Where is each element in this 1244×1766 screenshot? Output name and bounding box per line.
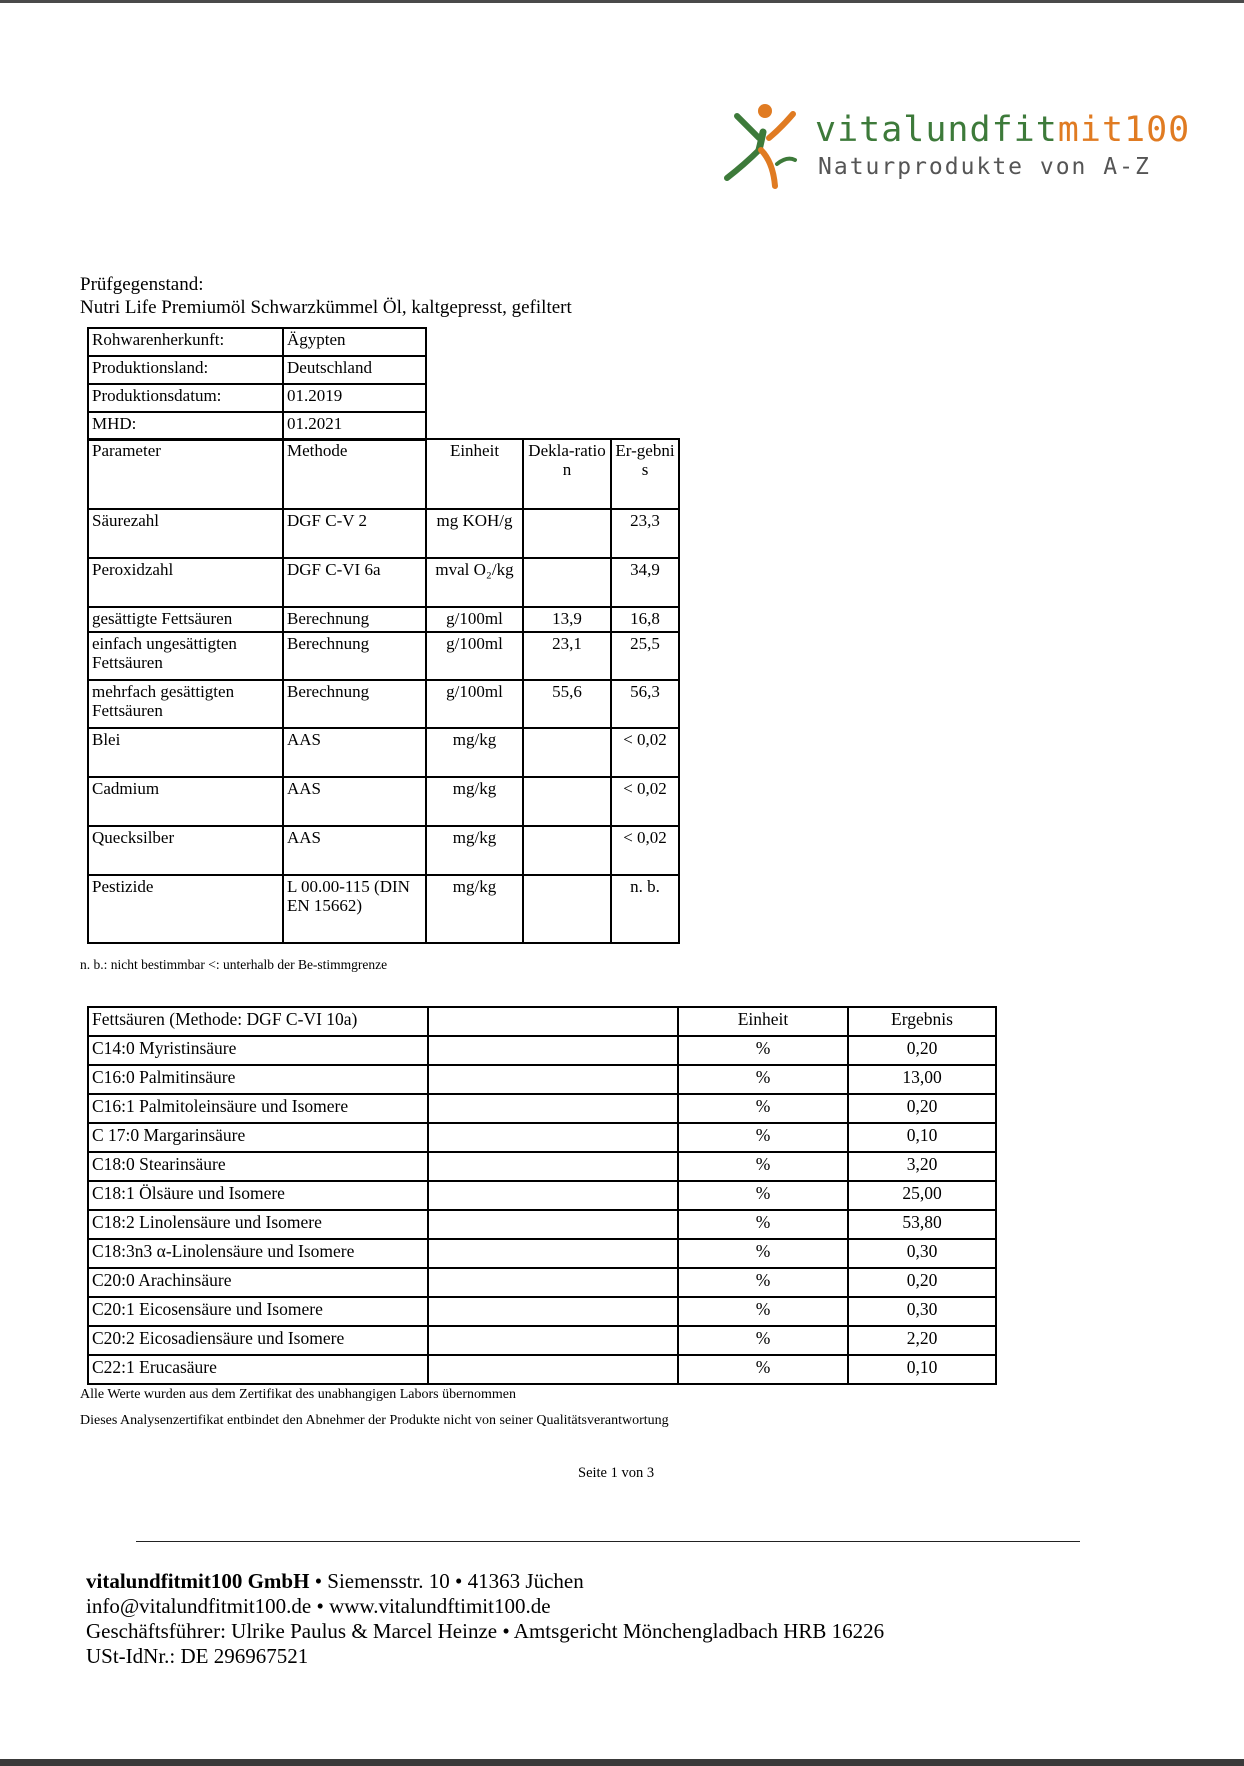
page-top-edge: [0, 0, 1244, 3]
fatty-ergebnis: 0,30: [848, 1297, 996, 1326]
product-info-table: [87, 327, 427, 441]
fatty-name: C16:1 Palmitoleinsäure und Isomere: [88, 1094, 428, 1123]
fatty-blank: [428, 1268, 678, 1297]
fatty-name: C22:1 Erucasäure: [88, 1355, 428, 1384]
param-deklaration: [523, 875, 611, 943]
info-value: 01.2021: [283, 412, 426, 440]
subject-value: Nutri Life Premiumöl Schwarzkümmel Öl, kaltgepresst, gefiltert: [80, 297, 572, 318]
params-row: [88, 728, 679, 777]
param-name: Cadmium: [88, 777, 283, 826]
param-deklaration: [523, 777, 611, 826]
fatty-row: [88, 1268, 996, 1297]
param-einheit: g/100ml: [426, 607, 523, 632]
fatty-blank: [428, 1065, 678, 1094]
fatty-row: [88, 1297, 996, 1326]
page-bottom-edge: [0, 1759, 1244, 1766]
logo-brand-part2: mit100: [1057, 110, 1191, 150]
params-row: [88, 509, 679, 558]
fatty-name: C16:0 Palmitinsäure: [88, 1065, 428, 1094]
fatty-einheit: %: [678, 1123, 848, 1152]
fatty-row: [88, 1065, 996, 1094]
fatty-einheit: %: [678, 1355, 848, 1384]
fatty-row: [88, 1094, 996, 1123]
company-logo: [715, 102, 1191, 192]
fatty-row: [88, 1239, 996, 1268]
param-deklaration: 23,1: [523, 632, 611, 680]
fatty-einheit: %: [678, 1239, 848, 1268]
params-row: [88, 632, 679, 680]
info-value: 01.2019: [283, 384, 426, 412]
fatty-blank: [428, 1094, 678, 1123]
param-einheit: mg/kg: [426, 728, 523, 777]
fatty-ergebnis: 0,20: [848, 1268, 996, 1297]
param-ergebnis: n. b.: [611, 875, 679, 943]
info-row: [88, 356, 426, 384]
header-methode: Methode: [283, 439, 426, 509]
header-einheit: Einheit: [426, 439, 523, 509]
param-ergebnis: 16,8: [611, 607, 679, 632]
fatty-blank: [428, 1297, 678, 1326]
company-name: vitalundfitmit100 GmbH: [86, 1569, 310, 1593]
fatty-row: [88, 1210, 996, 1239]
param-einheit: g/100ml: [426, 632, 523, 680]
param-einheit: mg/kg: [426, 875, 523, 943]
fatty-blank: [428, 1181, 678, 1210]
fatty-einheit: %: [678, 1268, 848, 1297]
param-name: Pestizide: [88, 875, 283, 943]
fatty-row: [88, 1123, 996, 1152]
fatty-row: [88, 1326, 996, 1355]
fatty-name: C20:1 Eicosensäure und Isomere: [88, 1297, 428, 1326]
param-methode: Berechnung: [283, 632, 426, 680]
header-ergebnis: Er-gebnis: [611, 439, 679, 509]
fatty-einheit: %: [678, 1094, 848, 1123]
param-methode: DGF C-V 2: [283, 509, 426, 558]
fatty-name: C20:0 Arachinsäure: [88, 1268, 428, 1297]
param-name: Säurezahl: [88, 509, 283, 558]
fatty-header-ergebnis: Ergebnis: [848, 1007, 996, 1036]
company-line-1: [86, 1569, 884, 1594]
fatty-ergebnis: 25,00: [848, 1181, 996, 1210]
params-row: [88, 777, 679, 826]
param-ergebnis: 25,5: [611, 632, 679, 680]
info-label: Produktionsland:: [88, 356, 283, 384]
subject-label: Prüfgegenstand:: [80, 274, 204, 295]
fatty-name: C18:0 Stearinsäure: [88, 1152, 428, 1181]
param-deklaration: [523, 558, 611, 607]
param-deklaration: [523, 826, 611, 875]
info-label: MHD:: [88, 412, 283, 440]
param-methode: L 00.00-115 (DIN EN 15662): [283, 875, 426, 943]
param-ergebnis: < 0,02: [611, 777, 679, 826]
company-address: • Siemensstr. 10 • 41363 Jüchen: [309, 1569, 584, 1593]
logo-figure-icon: [715, 102, 810, 192]
fatty-ergebnis: 53,80: [848, 1210, 996, 1239]
info-label: Rohwarenherkunft:: [88, 328, 283, 356]
fatty-blank: [428, 1036, 678, 1065]
logo-brand-part1: vitalundfit: [815, 110, 1058, 150]
fatty-blank: [428, 1355, 678, 1384]
fatty-row: [88, 1355, 996, 1384]
fatty-name: C 17:0 Margarinsäure: [88, 1123, 428, 1152]
param-ergebnis: 23,3: [611, 509, 679, 558]
param-methode: AAS: [283, 777, 426, 826]
fatty-header-name: Fettsäuren (Methode: DGF C-VI 10a): [88, 1007, 428, 1036]
fatty-blank: [428, 1239, 678, 1268]
param-methode: AAS: [283, 826, 426, 875]
info-row: [88, 328, 426, 356]
header-deklaration: Dekla-ration: [523, 439, 611, 509]
info-value: Deutschland: [283, 356, 426, 384]
param-name: Blei: [88, 728, 283, 777]
logo-brand-text: [815, 110, 1190, 150]
fatty-row: [88, 1152, 996, 1181]
params-row: [88, 607, 679, 632]
fatty-einheit: %: [678, 1326, 848, 1355]
param-deklaration: 55,6: [523, 680, 611, 728]
company-management: Geschäftsführer: Ulrike Paulus & Marcel Heinze • Amtsgericht Mönchengladbach HRB 16226: [86, 1619, 885, 1643]
param-name: mehrfach gesättigten Fettsäuren: [88, 680, 283, 728]
fatty-acids-table: [87, 1006, 997, 1385]
param-name: Quecksilber: [88, 826, 283, 875]
info-label: Produktionsdatum:: [88, 384, 283, 412]
fatty-name: C20:2 Eicosadiensäure und Isomere: [88, 1326, 428, 1355]
fatty-ergebnis: 0,20: [848, 1036, 996, 1065]
fatty-ergebnis: 0,30: [848, 1239, 996, 1268]
param-methode: Berechnung: [283, 607, 426, 632]
param-name: gesättigte Fettsäuren: [88, 607, 283, 632]
param-methode: Berechnung: [283, 680, 426, 728]
param-ergebnis: < 0,02: [611, 728, 679, 777]
fatty-header-einheit: Einheit: [678, 1007, 848, 1036]
param-einheit: mg KOH/g: [426, 509, 523, 558]
fatty-ergebnis: 3,20: [848, 1152, 996, 1181]
param-einheit: mg/kg: [426, 777, 523, 826]
fatty-blank: [428, 1152, 678, 1181]
page-number: Seite 1 von 3: [578, 1465, 655, 1481]
fatty-name: C18:1 Ölsäure und Isomere: [88, 1181, 428, 1210]
param-methode: AAS: [283, 728, 426, 777]
header-parameter: Parameter: [88, 439, 283, 509]
param-name: Peroxidzahl: [88, 558, 283, 607]
param-einheit: g/100ml: [426, 680, 523, 728]
params-row: [88, 558, 679, 607]
param-ergebnis: < 0,02: [611, 826, 679, 875]
logo-tagline: Naturprodukte von A-Z: [818, 154, 1151, 180]
param-deklaration: 13,9: [523, 607, 611, 632]
fatty-einheit: %: [678, 1036, 848, 1065]
param-name: einfach ungesättigten Fettsäuren: [88, 632, 283, 680]
fatty-ergebnis: 0,10: [848, 1123, 996, 1152]
info-row: [88, 412, 426, 440]
fatty-blank: [428, 1210, 678, 1239]
liability-note: Dieses Analysenzertifikat entbindet den Abnehmer der Produkte nicht von seiner Qualitätsverantwortung: [80, 1413, 669, 1428]
company-contact: info@vitalundfitmit100.de • www.vitalundftimit100.de: [86, 1594, 551, 1618]
param-ergebnis: 56,3: [611, 680, 679, 728]
fatty-einheit: %: [678, 1297, 848, 1326]
parameters-table: [87, 438, 680, 944]
param-einheit: mval O₂/kg: [426, 558, 523, 607]
fatty-ergebnis: 2,20: [848, 1326, 996, 1355]
params-header-row: [88, 439, 679, 509]
param-deklaration: [523, 509, 611, 558]
fatty-name: C18:3n3 α-Linolensäure und Isomere: [88, 1239, 428, 1268]
param-ergebnis: 34,9: [611, 558, 679, 607]
fatty-row: [88, 1036, 996, 1065]
fatty-ergebnis: 13,00: [848, 1065, 996, 1094]
company-footer: [86, 1569, 884, 1669]
fatty-header-row: [88, 1007, 996, 1036]
params-row: [88, 826, 679, 875]
fatty-einheit: %: [678, 1065, 848, 1094]
params-row: [88, 875, 679, 943]
fatty-blank: [428, 1123, 678, 1152]
fatty-ergebnis: 0,10: [848, 1355, 996, 1384]
footer-divider: [136, 1541, 1080, 1542]
fatty-ergebnis: 0,20: [848, 1094, 996, 1123]
info-value: Ägypten: [283, 328, 426, 356]
abbreviation-note: n. b.: nicht bestimmbar <: unterhalb der Be-stimmgrenze: [80, 957, 388, 972]
param-einheit: mg/kg: [426, 826, 523, 875]
company-vat: USt-IdNr.: DE 296967521: [86, 1644, 309, 1668]
info-row: [88, 384, 426, 412]
fatty-name: C14:0 Myristinsäure: [88, 1036, 428, 1065]
fatty-einheit: %: [678, 1152, 848, 1181]
fatty-einheit: %: [678, 1181, 848, 1210]
fatty-row: [88, 1181, 996, 1210]
fatty-header-blank: [428, 1007, 678, 1036]
params-row: [88, 680, 679, 728]
fatty-name: C18:2 Linolensäure und Isomere: [88, 1210, 428, 1239]
fatty-einheit: %: [678, 1210, 848, 1239]
lab-source-note: Alle Werte wurden aus dem Zertifikat des unabhangigen Labors übernommen: [80, 1387, 516, 1402]
fatty-blank: [428, 1326, 678, 1355]
param-deklaration: [523, 728, 611, 777]
param-methode: DGF C-VI 6a: [283, 558, 426, 607]
